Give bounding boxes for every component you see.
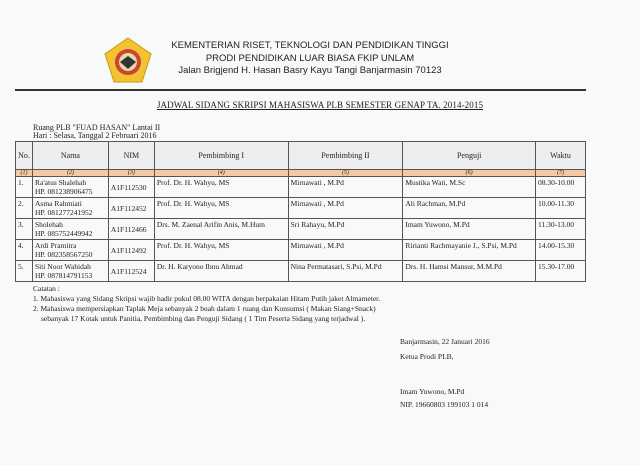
table-row bbox=[16, 177, 586, 198]
signer-nip: NIP. 19660803 199103 1 014 bbox=[400, 400, 489, 409]
col-header: Waktu bbox=[536, 142, 586, 170]
supervisor-1: Prof. Dr. H. Wahyu, MS bbox=[154, 177, 288, 198]
col-number: (1) bbox=[16, 170, 33, 177]
student-name: Asma Rahmiati bbox=[34, 199, 82, 208]
supervisor-2: Mirnawati , M.Pd bbox=[288, 240, 403, 261]
col-header: NIM bbox=[108, 142, 154, 170]
col-number: (4) bbox=[154, 170, 288, 177]
time-slot: 15.30-17.00 bbox=[536, 261, 586, 282]
col-header: No. bbox=[16, 142, 33, 170]
col-header: Pembimbing I bbox=[154, 142, 288, 170]
student-nim: A1F112524 bbox=[108, 261, 154, 282]
supervisor-1: Prof. Dr. H. Wahyu, MS bbox=[154, 198, 288, 219]
header-divider bbox=[15, 89, 586, 91]
student-name: Sholehah bbox=[34, 220, 63, 229]
student-nim: A1F112530 bbox=[108, 177, 154, 198]
student-nim: A1F112452 bbox=[108, 198, 154, 219]
supervisor-1: Drs. M. Zaenal Arifin Anis, M.Hum bbox=[154, 219, 288, 240]
col-number: (7) bbox=[536, 170, 586, 177]
row-number: 5. bbox=[16, 261, 33, 282]
student-name: Siti Noor Wahidah bbox=[34, 262, 91, 271]
student-nim: A1F112492 bbox=[108, 240, 154, 261]
supervisor-2: Nina Permatasari, S.Psi, M.Pd bbox=[288, 261, 403, 282]
table-row bbox=[16, 240, 586, 261]
examiner: Mustika Wati, M.Sc bbox=[403, 177, 536, 198]
day-info: Hari : Selasa, Tanggal 2 Februari 2016 bbox=[33, 131, 157, 140]
signer-name: Imam Yuwono, M.Pd bbox=[400, 387, 465, 396]
student-cell bbox=[32, 240, 108, 261]
student-cell bbox=[32, 177, 108, 198]
row-number: 3. bbox=[16, 219, 33, 240]
table-row bbox=[16, 219, 586, 240]
time-slot: 11.30-13.00 bbox=[536, 219, 586, 240]
student-phone: HP. 081277241952 bbox=[34, 208, 93, 217]
room-info: Ruang PLB "FUAD HASAN" Lantai II bbox=[33, 123, 161, 132]
note-item: 2. Mahasiswa mempersiapkan Taplak Meja sebanyak 2 buah dalam 1 ruang dan Konsumsi ( Makan Siang+Snack) bbox=[33, 304, 376, 313]
student-phone: HP. 085752449942 bbox=[34, 229, 93, 238]
schedule-table bbox=[15, 141, 586, 282]
signer-role: Ketua Prodi PLB, bbox=[400, 352, 454, 361]
column-number-row bbox=[16, 170, 586, 177]
student-cell bbox=[32, 261, 108, 282]
row-number: 4. bbox=[16, 240, 33, 261]
student-cell bbox=[32, 198, 108, 219]
supervisor-2: Mirnawati , M.Pd bbox=[288, 177, 403, 198]
supervisor-2: Sri Rahayu, M.Pd bbox=[288, 219, 403, 240]
student-name: Ra'atus Shalehah bbox=[34, 178, 87, 187]
university-logo bbox=[104, 37, 152, 83]
letterhead bbox=[160, 40, 460, 78]
student-cell bbox=[32, 219, 108, 240]
signature-block bbox=[400, 337, 490, 409]
time-slot: 14.00-15.30 bbox=[536, 240, 586, 261]
notes-label: Catatan : bbox=[33, 284, 60, 293]
note-item: 1. Mahasiswa yang Sidang Skripsi wajib hadir pukul 08.00 WITA dengan berpakaian Hitam Putih jaket Almameter. bbox=[33, 294, 381, 303]
student-phone: HP. 087814791153 bbox=[34, 271, 93, 280]
supervisor-1: Dr. H. Karyono Ibnu Ahmad bbox=[154, 261, 288, 282]
time-slot: 08.30-10.00 bbox=[536, 177, 586, 198]
table-header-row bbox=[16, 142, 586, 170]
student-phone: HP. 082358567250 bbox=[34, 250, 93, 259]
address: Jalan Brigjend H. Hasan Basry Kayu Tangi Banjarmasin 70123 bbox=[178, 65, 442, 76]
ministry-name: KEMENTERIAN RISET, TEKNOLOGI DAN PENDIDIKAN TINGGI bbox=[171, 40, 449, 51]
col-header: Nama bbox=[32, 142, 108, 170]
examiner: Imam Yuwono, M.Pd bbox=[403, 219, 536, 240]
student-name: Ardi Pramitra bbox=[34, 241, 77, 250]
row-number: 2. bbox=[16, 198, 33, 219]
table-row bbox=[16, 261, 586, 282]
student-nim: A1F112466 bbox=[108, 219, 154, 240]
table-row bbox=[16, 198, 586, 219]
document-title: JADWAL SIDANG SKRIPSI MAHASISWA PLB SEMESTER GENAP TA. 2014-2015 bbox=[156, 100, 484, 110]
note-item: sebanyak 17 Kotak untuk Panitia, Pembimbing dan Penguji Sidang ( 1 Tim Peserta Sidang yang terjadwal ). bbox=[41, 314, 366, 323]
examiner: Ririanti Rachmayanie J., S.Psi, M.Pd bbox=[403, 240, 536, 261]
col-number: (5) bbox=[288, 170, 403, 177]
col-header: Pembimbing II bbox=[288, 142, 403, 170]
department-name: PRODI PENDIDIKAN LUAR BIASA FKIP UNLAM bbox=[205, 52, 415, 64]
place-date: Banjarmasin, 22 Januari 2016 bbox=[400, 337, 490, 346]
time-slot: 10.00-11.30 bbox=[536, 198, 586, 219]
supervisor-2: Mirnawati , M.Pd bbox=[288, 198, 403, 219]
col-header: Penguji bbox=[403, 142, 536, 170]
col-number: (3) bbox=[108, 170, 154, 177]
examiner: Drs. H. Hamsi Mansur, M.M.Pd bbox=[403, 261, 536, 282]
supervisor-1: Prof. Dr. H. Wahyu, MS bbox=[154, 240, 288, 261]
student-phone: HP. 081238906475 bbox=[34, 187, 93, 196]
col-number: (6) bbox=[403, 170, 536, 177]
notes bbox=[33, 284, 380, 324]
col-number: (2) bbox=[32, 170, 108, 177]
row-number: 1. bbox=[16, 177, 33, 198]
examiner: Ali Rachman, M.Pd bbox=[403, 198, 536, 219]
